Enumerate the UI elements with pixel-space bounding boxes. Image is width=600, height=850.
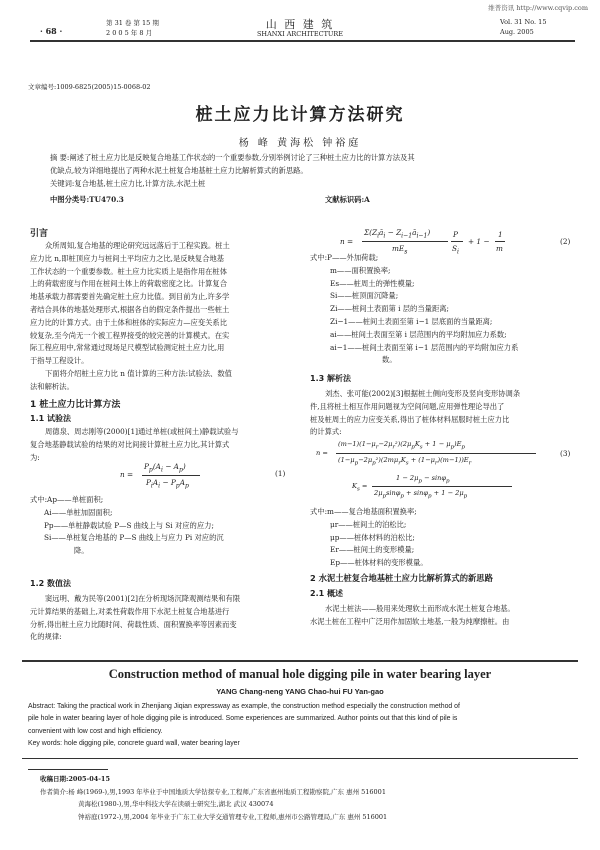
section-1-3-title: 1.3 解析法	[310, 374, 351, 383]
abstract-cn-line-1: 摘 要:阐述了桩土应力比是反映复合地基工作状态的一个重要参数,分别举例讨论了三种桩土应力比的计算方法及其	[50, 153, 415, 162]
legend-line: Ep——桩体材料的变形模量。	[330, 558, 428, 568]
text-line: 复合地基静载试验的结果的对比间接计算桩土应力比,其计算式	[30, 439, 230, 449]
text-line: 件,且将桩土相互作用问题视为空间问题,应用弹性理论导出了	[310, 401, 505, 411]
legend-line: Pp——单桩静载试验 P—S 曲线上与 Si 对应的应力;	[44, 520, 214, 530]
equation-1: n = $P_p(A_i - A_p)$ $P_iA_i - P_pA_p$	[120, 462, 280, 490]
text-line: 者结合具体的地基处理形式,根据各自的假定条件提出一些桩土	[30, 304, 230, 314]
text-line: 化的规律:	[30, 632, 62, 642]
footnotes	[40, 773, 585, 823]
text-line: 水泥土桩法——般用来处理软土而形成水泥土桩复合地基。	[325, 604, 515, 613]
text-line: 的计算式:	[310, 427, 342, 437]
legend-line: Er——桩间土的变形模量;	[330, 545, 415, 555]
footnote-rule	[28, 769, 108, 770]
journal-name-en: SHANXI ARCHITECTURE	[256, 30, 344, 38]
section-2-title: 2 水泥土桩复合地基桩土应力比解析算式的新思路	[310, 573, 493, 583]
page-number: · 68 ·	[40, 26, 63, 36]
text-line: 窦远明、戴为民等(2001)[2]在分析现场沉降观测结果和有限	[45, 594, 241, 603]
legend-line: 式中:m——复合地基面积置换率;	[310, 507, 417, 516]
legend-line: Si——单桩复合地基的 P—S 曲线上与应力 Pi 对应的沉	[44, 533, 224, 543]
equation-3b: $K_s$ = $1 - 2\mu_p - \sin\varphi_p$ $2\mu_p\sin\varphi_p + \sin\varphi_p + 1 - 2\mu_p$	[352, 474, 532, 502]
text-line: convenient with low cost and high efficiency.	[28, 727, 163, 735]
date-cn: 2 0 0 5 年 8 月	[106, 29, 153, 37]
text-line: 应力比 n,即桩顶应力与桩间土平均应力之比,是反映复合地基	[30, 253, 225, 263]
equation-3-number: (3)	[560, 449, 571, 458]
legend-line: Es——桩周土的弹性模量;	[330, 278, 415, 288]
intro-body	[30, 240, 298, 394]
section-1-2-title: 1.2 数值法	[30, 579, 71, 588]
article-number: 文章编号:1009-6825(2005)15-0068-02	[28, 83, 151, 91]
legend-line: ai——桩间土表面至第 i 层范围内的平均附加应力系数;	[330, 329, 507, 339]
author-note: 黄海松(1980-),男,华中科技大学在读硕士研究生,湖北 武汉 430074	[78, 800, 274, 808]
text-line: 工作状态的一个重要参数。桩土应力比实质上是指作用在桩体	[30, 266, 228, 276]
authors-cn: 杨 峰 黄海松 钟裕庭	[238, 138, 362, 149]
keywords-cn: 关键词:复合地基,桩土应力比,计算方法,水泥土桩	[50, 179, 206, 188]
volume-en: Vol. 31 No. 15	[500, 18, 547, 26]
equation-1-number: (1)	[275, 469, 286, 478]
abstract-en	[28, 701, 583, 751]
text-line: 元计算结果的基础上,对柔性荷载作用下水泥土桩复合地基进行	[30, 606, 230, 616]
text-line: 地基承载力都需要首先确定桩土应力比值。到目前为止,许多学	[30, 292, 230, 302]
legend-line: 式中:Ap——单桩面积;	[30, 495, 104, 504]
text-line: 桩及桩周土的应力应变关系,得出了桩体材料屈服时桩土应力比	[310, 414, 510, 424]
authors-en: YANG Chang-neng YANG Chao-hui FU Yan-gao	[216, 687, 384, 696]
paper-title-en: Construction method of manual hole digging pile in water bearing layer	[108, 667, 492, 681]
text-line: 上的荷载密度与作用在桩间土体上的荷载密度之比。计算复合	[30, 279, 228, 289]
section-2-1-title: 2.1 概述	[310, 589, 343, 598]
equation-2-number: (2)	[560, 237, 571, 246]
equation-2: n = $\Sigma(Z_iā_i$ − $Z_{i-1}ā_{i-1}$) $mE_s$ P $S_i$ + 1 − 1 m	[340, 228, 550, 258]
equation-2-legend	[310, 252, 578, 367]
legend-line: Zi−1——桩间土表面至第 i−1 层底面的当量距离;	[330, 316, 493, 326]
english-rule-bottom	[22, 758, 578, 759]
text-line: 分析,得出桩土应力比随时间、荷载性质、面积置换率等因素而变	[30, 619, 237, 629]
section-2-1-body	[310, 603, 578, 629]
legend-line: m——面积置换率;	[330, 265, 391, 275]
document-code: 文献标识码:A	[325, 195, 370, 204]
legend-line: 降。	[74, 546, 89, 556]
legend-line: 式中:P——外加荷载;	[310, 253, 379, 262]
volume-cn: 第 31 卷 第 15 期	[106, 19, 159, 27]
text-line: 于指导工程设计。	[30, 356, 89, 366]
legend-line: Ai——单桩加固面积;	[44, 507, 113, 517]
journal-name-cn: 山 西 建 筑	[265, 18, 335, 31]
text-line: 水泥土桩在工程中广泛用作加固软土地基,一般为纯摩擦桩。由	[310, 616, 510, 626]
section-1-1-body	[30, 426, 298, 464]
section-intro-title: 引言	[30, 229, 49, 239]
legend-line: ai−1——桩间土表面至第 i−1 层范围内的平均附加应力系	[330, 342, 519, 352]
clc-number: 中图分类号:TU470.3	[50, 195, 124, 204]
text-line: 应力比的计算方式。由于土体和桩体的实际应力—应变关系比	[30, 317, 228, 327]
keywords-en: Key words: hole digging pile, concrete guard wall, water bearing layer	[28, 740, 240, 748]
english-rule-top	[22, 660, 578, 662]
watermark: 维普资讯 http://www.cqvip.com	[488, 4, 588, 12]
text-line: 周德泉、周志刚等(2000)[1]通过单桩(或桩间土)静载试验与	[45, 427, 239, 436]
text-line: 下面将介绍桩土应力比 n 值计算的三种方法:试验法、数值	[45, 368, 232, 378]
abstract-cn-line-2: 优缺点,较为详细地提出了两种水泥土桩复合地基桩土应力比解析算式的新思路。	[50, 166, 308, 175]
author-note: 作者简介:杨 峰(1969-),男,1993 年毕业于中国地质大学钻探专业,工程师,广东省惠州地质工程勘察院,广东 惠州 516001	[40, 787, 386, 796]
equation-3-legend	[310, 506, 578, 570]
text-line: Abstract: Taking the practical work in Zhenjiang Jiqian expressway as example, the construction method especially the construction method of	[28, 703, 460, 710]
legend-line: μr——桩间土的泊松比;	[330, 519, 407, 529]
text-line: 法和解析法。	[30, 381, 74, 391]
legend-line: 数。	[382, 355, 397, 365]
legend-line: Zi——桩间土表面第 i 层的当量距离;	[330, 304, 449, 314]
text-line: 际工程应用中,常常通过现场足尺模型试验测定桩土应力比,用	[30, 343, 225, 353]
section-1-1-title: 1.1 试验法	[30, 414, 71, 423]
text-line: 较复杂,至今尚无一个被工程界接受的较完善的计算模式。在实	[30, 330, 230, 340]
equation-1-legend	[30, 494, 298, 558]
date-en: Aug. 2005	[500, 28, 534, 36]
section-1-title: 1 桩土应力比计算方法	[30, 400, 121, 410]
text-line: 众所周知,复合地基的理论研究远远落后于工程实践。桩土	[45, 241, 230, 250]
legend-line: Si——桩顶面沉降量;	[330, 291, 399, 301]
author-note: 钟裕庭(1972-),男,2004 年毕业于广东工业大学交通管理专业,工程师,惠州市公路管理局,广东 惠州 516001	[78, 812, 388, 821]
text-line: 刘杰、张可能(2002)[3]根据桩土侧向变形及竖向变形协调条	[325, 389, 521, 398]
text-line: pile hole in water bearing layer of hole digging pile is introduced. Some experiences are summarized. Author points out that this kind of pile is	[28, 715, 458, 723]
section-1-2-body	[30, 593, 298, 644]
section-1-3-body	[310, 388, 578, 439]
equation-3: n = $(m-1)(1-\mu_r-2\mu_r^2)(2\mu_pK_s + 1 - \mu_p)E_p$ $(1-\mu_p-2\mu_p^2)(2m\mu_rK_s + (1-\mu_r)(m-1))E_r$	[316, 440, 556, 470]
text-line: 为:	[30, 452, 40, 462]
legend-line: μp——桩体材料的泊松比;	[330, 532, 415, 542]
paper-title-cn: 桩土应力比计算方法研究	[195, 105, 405, 125]
received-date: 收稿日期:2005-04-15	[40, 775, 110, 783]
header-rule	[30, 40, 575, 42]
